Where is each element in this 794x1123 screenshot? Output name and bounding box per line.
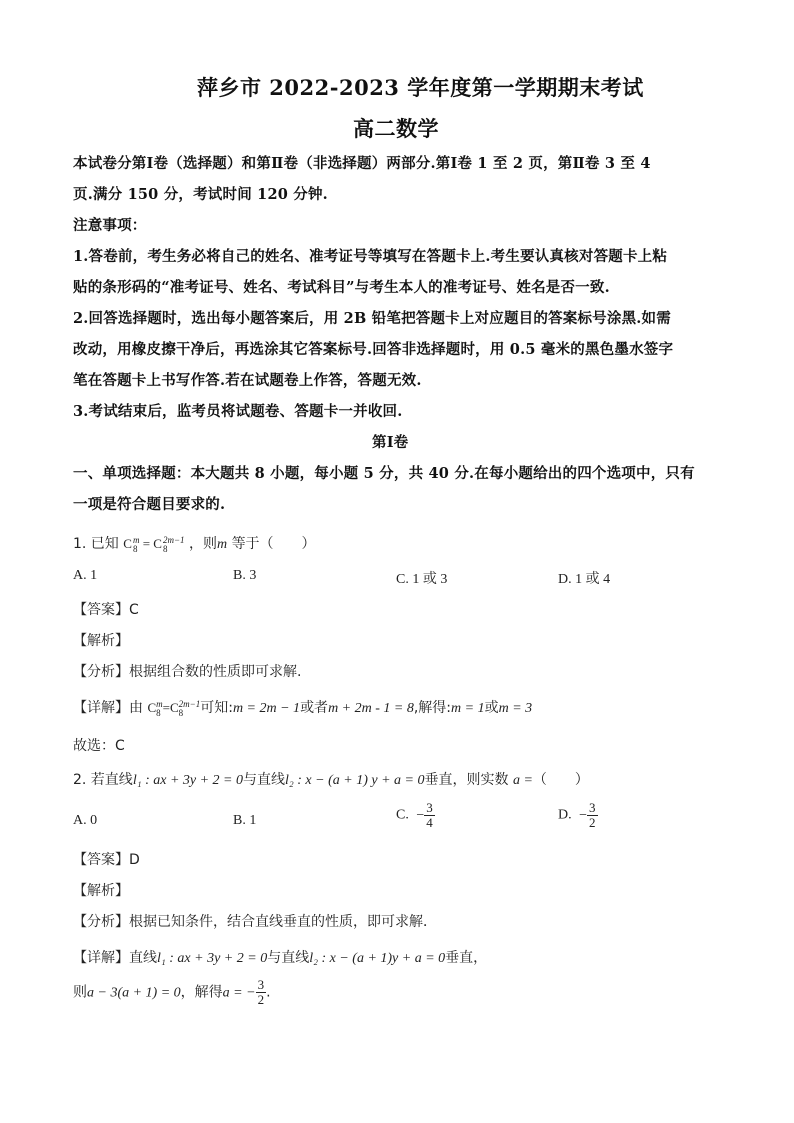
q2-option-a: A. 0 [73,813,98,828]
q2-option-b: B. 1 [233,813,257,828]
detail-r1: m = 1 [451,701,485,716]
q2-detail-2 [73,978,271,1007]
q2-option-c: C. − $\frac{3}{4}$ [396,800,433,830]
answer-label: 【答案】 [73,602,129,618]
option-c-fraction [424,801,435,830]
detail-b: 与直线 [267,950,310,966]
fenxi-label: 【分析】 [73,914,129,930]
fenxi-text: 根据已知条件，结合直线垂直的性质，即可求解． [129,914,437,930]
q1-suffix2: 等于（ ） [231,536,316,552]
q1-detail [73,697,532,718]
q2-option-d: D. − $\frac{3}{2}$ [558,800,596,830]
q1-option-c: C. 1 或 3 [396,572,448,587]
fraction-numerator: 3 [426,800,433,815]
option-c-label: C. [396,807,409,823]
detail-solve: ,解得: [413,700,452,716]
fraction-denominator: 4 [426,815,433,830]
detail-l1: l₁ : ax + 3y + 2 = 0 [157,951,268,966]
section-heading: 第Ⅰ卷 [372,434,409,451]
fraction-numerator: 3 [589,800,596,815]
intro-line: 本试卷分第Ⅰ卷（选择题）和第Ⅱ卷（非选择题）两部分.第Ⅰ卷 1 至 2 页，第Ⅱ卷 3 至 4 [73,155,651,172]
answer-value: C [129,602,139,618]
q2-answer [73,849,140,869]
detail2-b: ，解得 [180,984,223,1001]
fenxi-text: 根据组合数的性质即可求解. [129,664,302,680]
q2-line1: l₁ : ax + 3y + 2 = 0 [132,773,244,788]
page-title: 萍乡市 2022-2023 学年度第一学期期末考试 [197,75,644,100]
detail-mid: 可知: [200,700,233,716]
section-instruction: 一、单项选择题：本大题共 8 小题，每小题 5 分，共 40 分.在每小题给出的四个选项中，只有 [73,465,695,482]
q1-fenxi [73,661,301,681]
detail2-a: 则 [73,984,87,1001]
detail-label: 【详解】 [73,950,129,966]
question-2-stem [73,769,589,789]
detail-l2: l₂ : x − (a + 1)y + a = 0 [309,951,446,966]
fenxi-label: 【分析】 [73,664,129,680]
detail-formula: C m 8 =C 2m−1 8 [147,699,201,719]
q1-option-a: A. 1 [73,568,98,583]
fraction-denominator: 2 [589,815,596,830]
detail2-period: . [266,984,271,1001]
option-d-fraction [587,801,598,830]
q2-analysis-label: 【解析】 [73,883,129,899]
notice-item: 2.回答选择题时，选出每小题答案后，用 2B 铅笔把答题卡上对应题目的答案标号涂黑.如需 [73,310,671,327]
detail-c: 垂直， [445,950,488,966]
q2-line2: l₂ : x − (a + 1) y + a = 0 [285,773,425,788]
q2-suffix2: a = [512,773,533,788]
intro-line: 页.满分 150 分，考试时间 120 分钟. [73,186,328,203]
page-subtitle: 高二数学 [353,116,439,141]
q2-prefix: 2. 若直线 [73,772,133,788]
q1-answer [73,599,139,619]
q1-option-b: B. 3 [233,568,257,583]
answer-value: D [129,852,140,868]
detail-eq1: m = 2m − 1 [232,701,301,716]
detail2-fraction [256,978,267,1007]
q2-suffix: 垂直，则实数 [424,772,509,788]
fraction-numerator: 3 [257,977,265,992]
detail-or2: 或 [484,700,499,716]
notice-item: 1.答卷前，考生务必将自己的姓名、准考证号等填写在答题卡上.考生要认真核对答题卡上粘 [73,248,668,265]
question-1-stem [73,533,316,554]
answer-label: 【答案】 [73,852,129,868]
detail-pre: 由 [129,700,143,716]
q1-conclusion: 故选：C [73,738,125,754]
fraction-denominator: 2 [257,992,265,1007]
q1-option-d: D. 1 或 4 [558,572,611,587]
option-d-label: D. [558,807,572,823]
notice-item: 笔在答题卡上书写作答.若在试题卷上作答，答题无效. [73,372,422,389]
detail-label: 【详解】 [73,700,129,716]
detail-r2: m = 3 [498,701,533,716]
q1-condition: C m 8 = C 2m−1 8 [123,535,185,555]
notice-heading: 注意事项： [73,217,147,234]
notice-item: 贴的条形码的“准考证号、姓名、考试科目”与考生本人的准考证号、姓名是否一致. [73,279,610,296]
q1-var: m [216,537,228,552]
q1-suffix: ，则 [188,536,217,552]
section-instruction: 一项是符合题目要求的. [73,496,226,513]
detail-or: 或者 [300,700,329,716]
q2-suffix3: （ ） [532,772,589,788]
q2-detail [73,947,487,967]
detail2-eq: a − 3(a + 1) = 0 [87,985,181,1001]
detail2-c: a = − [222,985,256,1001]
detail-a: 直线 [129,950,157,966]
notice-item: 改动，用橡皮擦干净后，再选涂其它答案标号.回答非选择题时，用 0.5 毫米的黑色墨水签字 [73,341,674,358]
q1-analysis-label: 【解析】 [73,633,129,649]
q2-fenxi [73,911,437,931]
detail-eq2: m + 2m - 1 = 8 [328,701,414,716]
q1-prefix: 1. 已知 [73,536,119,552]
notice-item: 3.考试结束后，监考员将试题卷、答题卡一并收回. [73,403,403,420]
q2-mid: 与直线 [243,772,286,788]
